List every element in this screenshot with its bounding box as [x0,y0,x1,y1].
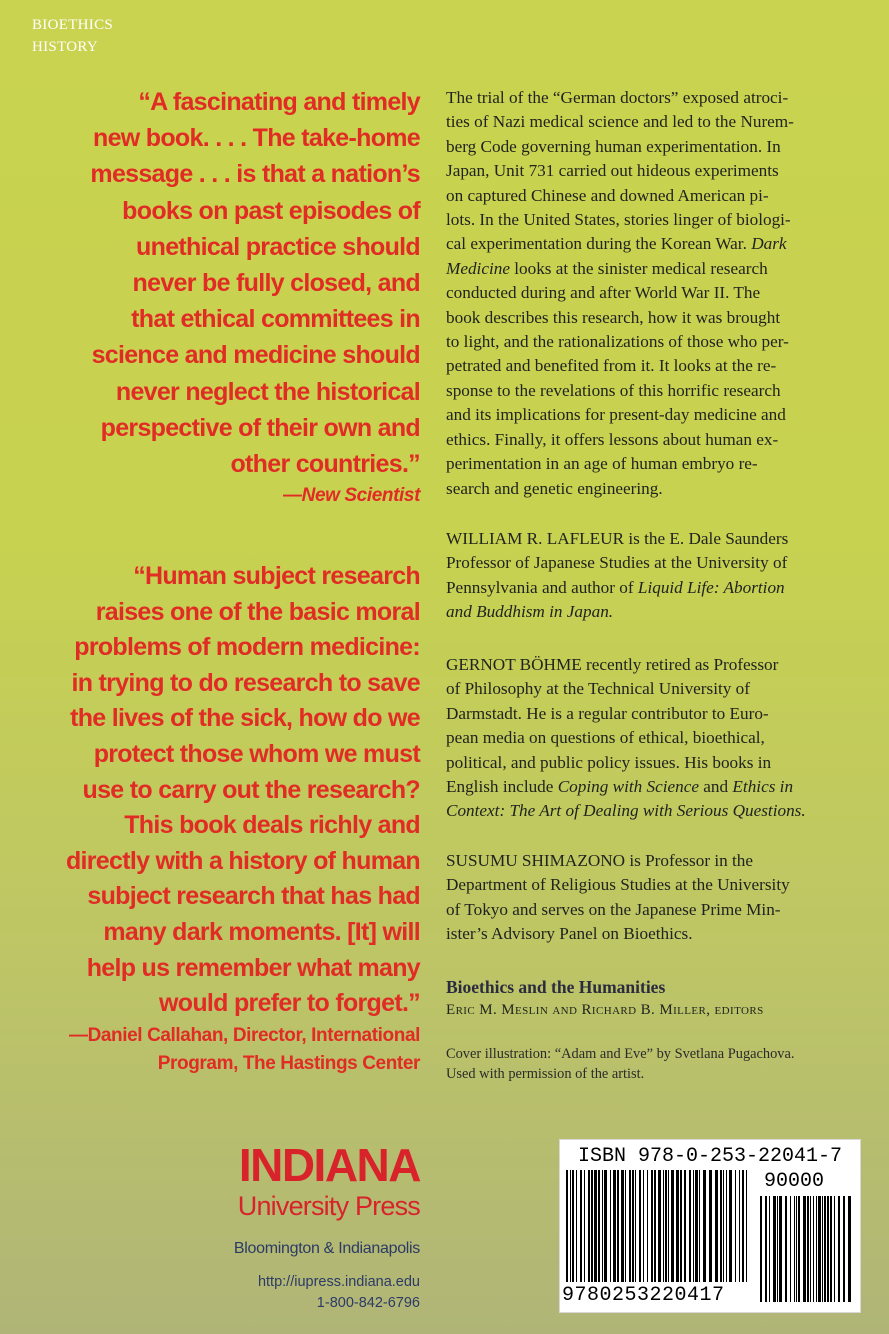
cover-credit [446,1044,866,1084]
barcode-bar [647,1170,648,1282]
barcode-bar [769,1196,770,1302]
review-quote-callahan [30,559,420,1078]
barcode-bar [746,1170,747,1282]
barcode-bar [588,1170,590,1282]
barcode-bar [818,1196,821,1302]
description-line: petrated and benefited from it. It looks at the re- [446,356,777,376]
bio-line: pean media on questions of ethical, bioethical, [446,728,765,748]
barcode-bar [668,1170,669,1282]
barcode-bar [848,1196,851,1302]
author-bio-bohme [446,653,866,824]
barcode-bar [639,1170,641,1282]
barcode-bar [629,1170,631,1282]
bio-line: Pennsylvania and author of Liquid Life: Abortion [446,577,785,597]
price-addon: 90000 [764,1170,825,1193]
barcode-bar [785,1196,787,1302]
barcode-bar [680,1170,682,1282]
barcode-bar [830,1196,832,1302]
barcode-bar [676,1170,679,1282]
description-line: on captured Chinese and downed American pi- [446,185,769,205]
quote-line: help us remember what many [86,953,420,982]
barcode-bar [779,1196,782,1302]
quote-attribution: —Daniel Callahan, Director, International [68,1024,420,1046]
barcode-bar [739,1170,740,1282]
barcode-bar [665,1170,667,1282]
bio-line: Department of Religious Studies at the University [446,875,790,895]
category-label [32,14,113,58]
barcode-bar [796,1196,797,1302]
quote-line: unethical practice should [136,232,420,261]
isbn-barcode [559,1139,861,1313]
barcode-bar [693,1170,694,1282]
barcode-bar [816,1196,817,1302]
author-bio-lafleur [446,527,866,625]
barcode-bar [777,1196,778,1302]
quote-line: protect those whom we must [93,739,420,768]
series-title: Bioethics and the Humanities [446,977,666,997]
barcode-bar [613,1170,616,1282]
description-line: perimentation in an age of human embryo re- [446,454,758,474]
barcode-bar [572,1170,574,1282]
barcode-digits: 9780253220417 [562,1284,725,1307]
barcode-bar [658,1170,661,1282]
quote-line: message . . . is that a nation’s [90,160,420,189]
quote-line: books on past episodes of [122,196,420,225]
barcode-bar [703,1170,706,1282]
barcode-bar [604,1170,607,1282]
barcode-bar [827,1196,829,1302]
description-line: conducted during and after World War II. The [446,283,761,303]
barcode-bar [570,1170,571,1282]
category-line-1: BIOETHICS [32,17,114,33]
publisher-location: Bloomington & Indianapolis [233,1240,420,1257]
book-description [446,86,866,501]
publisher-phone: 1-800-842-6796 [316,1295,420,1311]
publisher-logo-sub: University Press [237,1191,420,1221]
barcode-bar [735,1170,736,1282]
barcode-bar [621,1170,624,1282]
bio-line: of Tokyo and serves on the Japanese Prime Min- [446,899,781,919]
barcode-bar [790,1196,791,1302]
description-line: lots. In the United States, stories linger of biologi- [446,210,791,230]
quote-line: “Human subject research [133,562,420,590]
description-line: cal experimentation during the Korean War. Dark [446,234,787,254]
quote-line: perspective of their own and [100,413,420,442]
description-line: search and genetic engineering. [446,478,663,498]
barcode-bar [591,1170,593,1282]
quote-line: other countries.” [230,450,420,479]
barcode-bar [610,1170,611,1282]
description-line: book describes this research, how it was brought [446,307,781,327]
barcode-bar [584,1170,585,1282]
description-line: to light, and the rationalizations of those who per- [446,332,789,352]
description-line: and its implications for present-day medicine and [446,405,786,425]
bio-line: political, and public policy issues. His books in [446,752,772,772]
barcode-bar [813,1196,814,1302]
barcode-bar [695,1170,698,1282]
bio-line: ister’s Advisory Panel on Bioethics. [446,924,693,944]
description-line: Japan, Unit 731 carried out hideous experiments [446,161,779,181]
barcode-bar [594,1170,597,1282]
quote-line: directly with a history of human [65,846,420,875]
bio-line: English include Coping with Science and Ethics in [446,777,794,797]
review-quote-new-scientist [30,84,420,510]
barcode-bar [810,1196,811,1302]
barcode-bar [765,1196,767,1302]
barcode-bar [580,1170,582,1282]
barcode-bar [576,1170,577,1282]
bio-line: SUSUMU SHIMAZONO is Professor in the [446,851,753,870]
barcode-bar [632,1170,634,1282]
bio-line: GERNOT BÖHME recently retired as Professor [446,655,779,674]
barcode-bar [723,1170,724,1282]
barcode-bar [773,1196,776,1302]
barcode-bar [794,1196,795,1302]
quote-line: many dark moments. [It] will [103,917,420,946]
barcode-bar [760,1196,762,1302]
barcode-bar [824,1196,826,1302]
credit-line: Cover illustration: “Adam and Eve” by Svetlana Pugachova. [446,1046,795,1062]
quote-line: would prefer to forget.” [159,989,420,1018]
quote-line: This book deals richly and [124,811,420,840]
barcode-bar [602,1170,603,1282]
barcode-bar [625,1170,626,1282]
quote-line: subject research that has had [87,882,420,911]
barcode-bar [671,1170,674,1282]
description-line: ties of Nazi medical science and led to the Nurem- [446,112,794,132]
series-editors: Eric M. Meslin and Richard B. Miller, editors [446,1002,764,1018]
quote-line: that ethical committees in [131,305,420,334]
description-line: The trial of the “German doctors” exposed atroci- [446,88,789,107]
quote-line: problems of modern medicine: [74,633,420,662]
bio-line: and Buddhism in Japan. [446,602,614,622]
quote-line: in trying to do research to save [71,668,420,697]
quote-line: science and medicine should [91,341,420,370]
barcode-bar [715,1170,718,1282]
description-line: Medicine looks at the sinister medical research [446,258,768,278]
bio-line: Professor of Japanese Studies at the University of [446,553,788,573]
bio-line: Darmstadt. He is a regular contributor to Euro- [446,703,769,723]
quote-line: use to carry out the research? [82,775,420,804]
quote-line: raises one of the basic moral [95,597,420,626]
quote-line: “A fascinating and timely [138,88,420,116]
barcode-bar [709,1170,712,1282]
barcode-bar [635,1170,636,1282]
quote-attribution: Program, The Hastings Center [157,1052,420,1074]
barcode-bar [663,1170,664,1282]
quote-line: new book. . . . The take-home [93,124,420,153]
barcode-bar [726,1170,727,1282]
barcode-bar [684,1170,686,1282]
barcode-bar [822,1196,823,1302]
publisher-logo-name: INDIANA [238,1139,420,1191]
quote-attribution: —New Scientist [283,485,420,507]
barcode-bar [843,1196,845,1302]
bio-line: of Philosophy at the Technical University of [446,679,750,699]
isbn-label: ISBN 978-0-253-22041-7 [578,1145,843,1168]
publisher-url[interactable]: http://iupress.indiana.edu [257,1274,420,1290]
barcode-bar [617,1170,619,1282]
barcode-bar [654,1170,656,1282]
barcode-bar [742,1170,744,1282]
bio-line: WILLIAM R. LAFLEUR is the E. Dale Saunders [446,529,789,548]
description-line: ethics. Finally, it offers lessons about human ex- [446,429,779,449]
category-line-2: HISTORY [32,39,99,55]
book-series [446,975,866,1021]
description-line: berg Code governing human experimentation. In [446,136,781,156]
barcode-bar [838,1196,840,1302]
barcode-bar [807,1196,809,1302]
bio-line: Context: The Art of Dealing with Serious Questions. [446,801,806,821]
quote-line: never neglect the historical [115,377,420,406]
barcode-bar [803,1196,806,1302]
barcode-bar [566,1170,568,1282]
book-title: Dark [751,234,787,254]
barcode-bar [720,1170,722,1282]
barcode-bar [651,1170,653,1282]
barcode-bar [643,1170,644,1282]
barcode-bar [689,1170,691,1282]
barcode-bar [699,1170,700,1282]
barcode-bar [798,1196,800,1302]
description-line: sponse to the revelations of this horrific research [446,380,781,400]
barcode-bar [834,1196,835,1302]
credit-line: Used with permission of the artist. [446,1066,645,1082]
quote-line: never be fully closed, and [132,269,420,298]
quote-line: the lives of the sick, how do we [70,704,420,733]
book-title: Medicine [446,258,510,278]
barcode-bar [598,1170,600,1282]
barcode-bar [729,1170,732,1282]
attribution-source: New Scientist [301,485,420,507]
author-bio-shimazono [446,849,866,947]
